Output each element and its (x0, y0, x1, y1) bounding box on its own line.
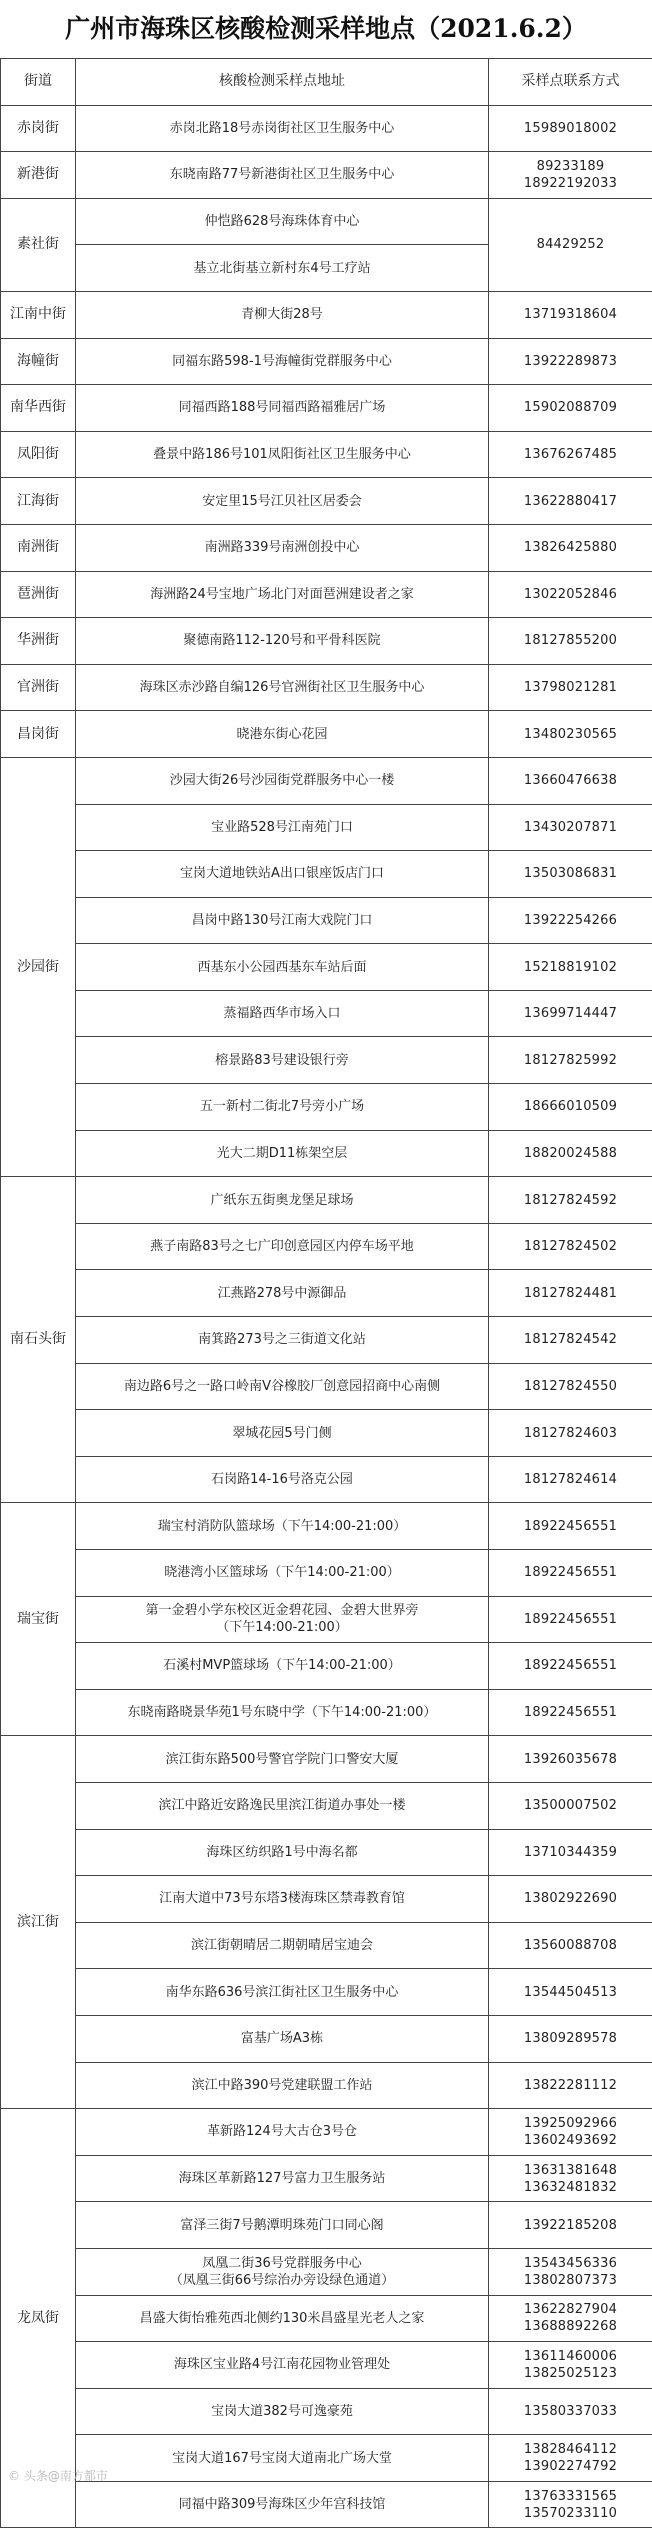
table-row (1, 1643, 652, 1690)
address-cell: 昌盛大街怡雅苑西北侧约130米昌盛星光老人之家 (76, 2295, 489, 2342)
address-cell: 同福东路598-1号海幢街党群服务中心 (76, 338, 489, 385)
table-row (1, 2388, 652, 2435)
district-cell: 南石头街 (1, 1177, 76, 1503)
contact-phone-cell: 13022052846 (489, 571, 652, 618)
address-cell: 翠城花园5号门侧 (76, 1410, 489, 1457)
table-body (1, 105, 652, 2528)
contact-phone-cell: 13622880417 (489, 478, 652, 525)
address-cell: 南华东路636号滨江街社区卫生服务中心 (76, 1969, 489, 2016)
table-row (1, 1456, 652, 1503)
address-cell: 江南大道中73号东塔3楼海珠区禁毒教育馆 (76, 1876, 489, 1923)
contact-phone-cell: 18127855200 (489, 618, 652, 665)
contact-phone-cell: 18666010509 (489, 1084, 652, 1131)
table-row (1, 291, 652, 338)
contact-phone-cell: 13826425880 (489, 524, 652, 571)
address-cell: 宝岗大道地铁站A出口银座饭店门口 (76, 851, 489, 898)
table-row (1, 1876, 652, 1923)
table-row (1, 2155, 652, 2202)
table-row (1, 1130, 652, 1177)
address-cell: 东晓南路77号新港街社区卫生服务中心 (76, 152, 489, 199)
address-cell: 富泽三街7号鹅潭明珠苑门口同心阁 (76, 2202, 489, 2249)
contact-phone-cell: 13611460006 13825025123 (489, 2342, 652, 2389)
district-cell: 新港街 (1, 152, 76, 199)
address-cell: 东晓南路晓景华苑1号东晓中学（下午14:00-21:00） (76, 1689, 489, 1736)
contact-phone-cell: 18127824481 (489, 1270, 652, 1317)
district-cell: 江海街 (1, 478, 76, 525)
address-cell: 晓港东街心花园 (76, 711, 489, 758)
address-cell: 南箕路273号之三街道文化站 (76, 1317, 489, 1364)
address-cell: 革新路124号大古仓3号仓 (76, 2109, 489, 2156)
district-cell: 官洲街 (1, 664, 76, 711)
contact-phone-cell: 13622827904 13688892268 (489, 2295, 652, 2342)
address-cell: 海洲路24号宝地广场北门对面琶洲建设者之家 (76, 571, 489, 618)
address-cell: 石溪村MVP篮球场（下午14:00-21:00） (76, 1643, 489, 1690)
address-cell: 富基广场A3栋 (76, 2015, 489, 2062)
contact-phone-cell: 13926035678 (489, 1736, 652, 1783)
contact-phone-cell: 13500007502 (489, 1782, 652, 1829)
contact-phone-cell: 84429252 (489, 198, 652, 291)
table-row (1, 1969, 652, 2016)
district-cell: 琶洲街 (1, 571, 76, 618)
header-district: 街道 (1, 59, 76, 106)
address-cell: 青柳大街28号 (76, 291, 489, 338)
table-row (1, 1550, 652, 1597)
table-row (1, 1037, 652, 1084)
page-title: 广州市海珠区核酸检测采样地点（2021.6.2） (0, 0, 652, 58)
district-cell: 滨江街 (1, 1736, 76, 2109)
contact-phone-cell: 18922456551 (489, 1689, 652, 1736)
district-cell: 江南中街 (1, 291, 76, 338)
table-row (1, 1689, 652, 1736)
table-row (1, 2295, 652, 2342)
contact-phone-cell: 13922289873 (489, 338, 652, 385)
address-cell: 宝岗大道167号宝岗大道南北广场大堂 (76, 2435, 489, 2482)
address-cell: 瑞宝村消防队篮球场（下午14:00-21:00） (76, 1503, 489, 1550)
table-row (1, 851, 652, 898)
address-cell: 宝岗大道382号可逸豪苑 (76, 2388, 489, 2435)
contact-phone-cell: 18922456551 (489, 1550, 652, 1597)
contact-phone-cell: 18127824592 (489, 1177, 652, 1224)
contact-phone-cell: 13822281112 (489, 2062, 652, 2109)
address-cell: 同福中路309号海珠区少年宫科技馆 (76, 2481, 489, 2528)
district-cell: 赤岗街 (1, 105, 76, 152)
district-cell: 华洲街 (1, 618, 76, 665)
table-row (1, 198, 652, 245)
district-cell: 素社街 (1, 198, 76, 291)
district-cell: 龙凤街 (1, 2109, 76, 2528)
address-cell: 南边路6号之一路口岭南V谷橡胶厂创意园招商中心南侧 (76, 1363, 489, 1410)
contact-phone-cell: 13430207871 (489, 804, 652, 851)
address-cell: 宝业路528号江南苑门口 (76, 804, 489, 851)
table-row (1, 1177, 652, 1224)
table-row (1, 664, 652, 711)
table-row (1, 1503, 652, 1550)
contact-phone-cell: 89233189 18922192033 (489, 152, 652, 199)
table-row (1, 571, 652, 618)
table-row (1, 1363, 652, 1410)
address-cell: 蒸福路西华市场入口 (76, 990, 489, 1037)
table-row (1, 2481, 652, 2528)
address-cell: 第一金碧小学东校区近金碧花园、金碧大世界旁 （下午14:00-21:00） (76, 1596, 489, 1643)
contact-phone-cell: 18820024588 (489, 1130, 652, 1177)
address-cell: 赤岗北路18号赤岗街社区卫生服务中心 (76, 105, 489, 152)
address-cell: 滨江街东路500号警官学院门口警安大厦 (76, 1736, 489, 1783)
table-row (1, 897, 652, 944)
table-header-row (1, 59, 652, 106)
contact-phone-cell: 13580337033 (489, 2388, 652, 2435)
contact-phone-cell: 13560088708 (489, 1922, 652, 1969)
contact-phone-cell: 13719318604 (489, 291, 652, 338)
address-cell: 昌岗中路130号江南大戏院门口 (76, 897, 489, 944)
district-cell: 海幢街 (1, 338, 76, 385)
district-cell: 昌岗街 (1, 711, 76, 758)
table-row (1, 105, 652, 152)
address-cell: 西基东小公园西基东车站后面 (76, 944, 489, 991)
table-row (1, 2015, 652, 2062)
address-cell: 滨江中路近安路逸民里滨江街道办事处一楼 (76, 1782, 489, 1829)
contact-phone-cell: 13763331565 13570233110 (489, 2481, 652, 2528)
table-row (1, 2202, 652, 2249)
sampling-sites-table (0, 58, 652, 2528)
contact-phone-cell: 15902088709 (489, 385, 652, 432)
address-cell: 凤凰二街36号党群服务中心 （凤凰三街66号综治办旁设绿色通道） (76, 2248, 489, 2295)
table-row (1, 990, 652, 1037)
table-row (1, 711, 652, 758)
table-row (1, 338, 652, 385)
contact-phone-cell: 15989018002 (489, 105, 652, 152)
address-cell: 海珠区赤沙路自编126号官洲街社区卫生服务中心 (76, 664, 489, 711)
contact-phone-cell: 13676267485 (489, 431, 652, 478)
contact-phone-cell: 13802922690 (489, 1876, 652, 1923)
table-row (1, 385, 652, 432)
table-row (1, 2342, 652, 2389)
contact-phone-cell: 13828464112 13902274792 (489, 2435, 652, 2482)
contact-phone-cell: 13922254266 (489, 897, 652, 944)
address-cell: 石岗路14-16号洛克公园 (76, 1456, 489, 1503)
contact-phone-cell: 13544504513 (489, 1969, 652, 2016)
contact-phone-cell: 13480230565 (489, 711, 652, 758)
table-row (1, 618, 652, 665)
address-cell: 同福西路188号同福西路福雅居广场 (76, 385, 489, 432)
address-cell: 沙园大街26号沙园街党群服务中心一楼 (76, 757, 489, 804)
contact-phone-cell: 13699714447 (489, 990, 652, 1037)
header-address: 核酸检测采样点地址 (76, 59, 489, 106)
contact-phone-cell: 18922456551 (489, 1643, 652, 1690)
address-cell: 叠景中路186号101凤阳街社区卫生服务中心 (76, 431, 489, 478)
address-cell: 海珠区革新路127号富力卫生服务站 (76, 2155, 489, 2202)
address-cell: 五一新村二街北7号旁小广场 (76, 1084, 489, 1131)
district-cell: 南洲街 (1, 524, 76, 571)
table-row (1, 524, 652, 571)
contact-phone-cell: 13503086831 (489, 851, 652, 898)
address-cell: 聚德南路112-120号和平骨科医院 (76, 618, 489, 665)
address-cell: 燕子南路83号之七广印创意园区内停车场平地 (76, 1223, 489, 1270)
contact-phone-cell: 13798021281 (489, 664, 652, 711)
address-cell: 广纸东五街奥龙堡足球场 (76, 1177, 489, 1224)
table-row (1, 2062, 652, 2109)
address-cell: 基立北街基立新村东4号工疗站 (76, 245, 489, 292)
address-cell: 海珠区纺织路1号中海名都 (76, 1829, 489, 1876)
contact-phone-cell: 18922456551 (489, 1596, 652, 1643)
table-row (1, 1922, 652, 1969)
contact-phone-cell: 18127824603 (489, 1410, 652, 1457)
table-row (1, 1270, 652, 1317)
contact-phone-cell: 18127824550 (489, 1363, 652, 1410)
address-cell: 海珠区宝业路4号江南花园物业管理处 (76, 2342, 489, 2389)
contact-phone-cell: 18127825992 (489, 1037, 652, 1084)
table-row (1, 1084, 652, 1131)
table-row (1, 1223, 652, 1270)
table-row (1, 152, 652, 199)
contact-phone-cell: 13922185208 (489, 2202, 652, 2249)
table-row (1, 1410, 652, 1457)
table-row (1, 1596, 652, 1643)
contact-phone-cell: 13543456336 13802807373 (489, 2248, 652, 2295)
contact-phone-cell: 13660476638 (489, 757, 652, 804)
address-cell: 南洲路339号南洲创投中心 (76, 524, 489, 571)
contact-phone-cell: 13710344359 (489, 1829, 652, 1876)
district-cell: 凤阳街 (1, 431, 76, 478)
contact-phone-cell: 15218819102 (489, 944, 652, 991)
table-row (1, 1736, 652, 1783)
contact-phone-cell: 18127824542 (489, 1317, 652, 1364)
table-row (1, 2109, 652, 2156)
table-row (1, 2248, 652, 2295)
table-row (1, 431, 652, 478)
address-cell: 仲恺路628号海珠体育中心 (76, 198, 489, 245)
contact-phone-cell: 18127824614 (489, 1456, 652, 1503)
address-cell: 滨江街朝晴居二期朝晴居宝迪会 (76, 1922, 489, 1969)
watermark: © 头条@南方都市 (8, 2467, 108, 2484)
table-row (1, 804, 652, 851)
address-cell: 晓港湾小区篮球场（下午14:00-21:00） (76, 1550, 489, 1597)
table-row (1, 944, 652, 991)
header-contact: 采样点联系方式 (489, 59, 652, 106)
contact-phone-cell: 13925092966 13602493692 (489, 2109, 652, 2156)
address-cell: 榕景路83号建设银行旁 (76, 1037, 489, 1084)
contact-phone-cell: 18127824502 (489, 1223, 652, 1270)
address-cell: 光大二期D11栋架空层 (76, 1130, 489, 1177)
table-row (1, 478, 652, 525)
table-row (1, 1829, 652, 1876)
table-row (1, 1317, 652, 1364)
district-cell: 瑞宝街 (1, 1503, 76, 1736)
contact-phone-cell: 13631381648 13632481832 (489, 2155, 652, 2202)
table-row (1, 757, 652, 804)
table-row (1, 1782, 652, 1829)
address-cell: 滨江中路390号党建联盟工作站 (76, 2062, 489, 2109)
contact-phone-cell: 13809289578 (489, 2015, 652, 2062)
address-cell: 江燕路278号中源御品 (76, 1270, 489, 1317)
contact-phone-cell: 18922456551 (489, 1503, 652, 1550)
address-cell: 安定里15号江贝社区居委会 (76, 478, 489, 525)
district-cell: 沙园街 (1, 757, 76, 1176)
district-cell: 南华西街 (1, 385, 76, 432)
